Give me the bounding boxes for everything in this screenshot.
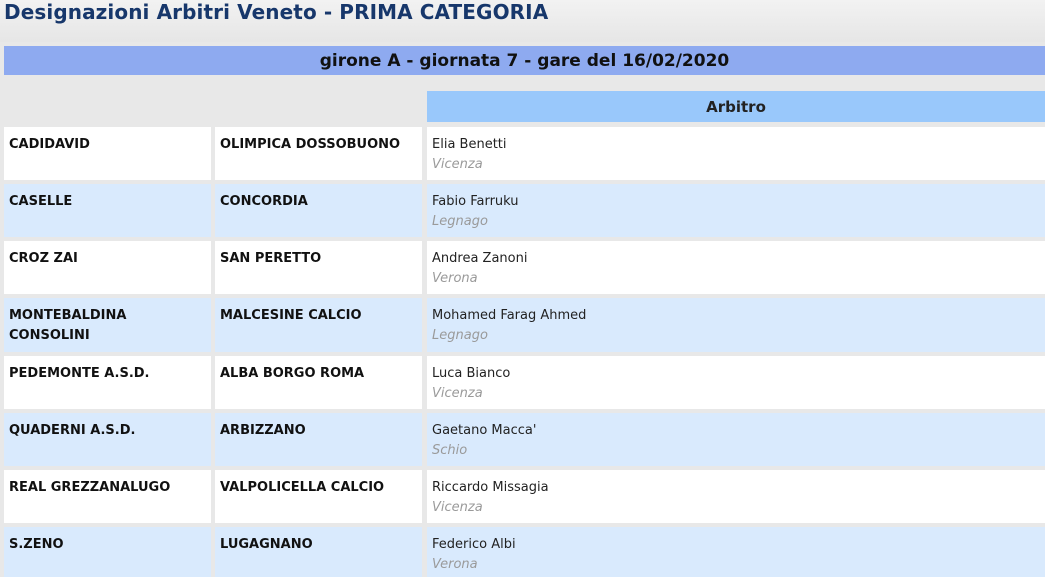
referee-section: Legnago <box>432 214 488 229</box>
away-team: SAN PERETTO <box>215 241 422 294</box>
referee-section: Legnago <box>432 328 488 343</box>
referee-name: Andrea Zanoni <box>432 251 528 266</box>
referee-name: Riccardo Missagia <box>432 480 549 495</box>
away-team: ARBIZZANO <box>215 413 422 466</box>
home-team: MONTEBALDINA CONSOLINI <box>4 298 211 352</box>
home-team: CASELLE <box>4 184 211 237</box>
referee-name: Mohamed Farag Ahmed <box>432 308 587 323</box>
table-row <box>4 470 1045 523</box>
home-team: CROZ ZAI <box>4 241 211 294</box>
away-team: CONCORDIA <box>215 184 422 237</box>
away-team: OLIMPICA DOSSOBUONO <box>215 127 422 180</box>
referee-section: Vicenza <box>432 500 483 515</box>
referee-cell <box>427 184 1045 237</box>
away-team: MALCESINE CALCIO <box>215 298 422 352</box>
home-team: S.ZENO <box>4 527 211 577</box>
referee-cell <box>427 413 1045 466</box>
referee-name: Fabio Farruku <box>432 194 519 209</box>
referee-cell <box>427 241 1045 294</box>
referee-name: Elia Benetti <box>432 137 507 152</box>
referee-name: Gaetano Macca' <box>432 423 537 438</box>
table-row <box>4 127 1045 180</box>
page-header <box>0 0 1045 42</box>
referee-name: Federico Albi <box>432 537 516 552</box>
referee-name: Luca Bianco <box>432 366 511 381</box>
away-team: VALPOLICELLA CALCIO <box>215 470 422 523</box>
referee-header-label: Arbitro <box>706 97 766 116</box>
referee-section: Schio <box>432 443 468 458</box>
referee-section: Verona <box>432 271 478 286</box>
home-team: REAL GREZZANALUGO <box>4 470 211 523</box>
referee-section: Vicenza <box>432 157 483 172</box>
away-team: LUGAGNANO <box>215 527 422 577</box>
home-team: PEDEMONTE A.S.D. <box>4 356 211 409</box>
referee-cell <box>427 356 1045 409</box>
referee-cell <box>427 527 1045 577</box>
home-team: CADIDAVID <box>4 127 211 180</box>
page-title: Designazioni Arbitri Veneto - PRIMA CATEGORIA <box>4 0 549 24</box>
home-team: QUADERNI A.S.D. <box>4 413 211 466</box>
referee-cell <box>427 298 1045 352</box>
table-row <box>4 184 1045 237</box>
table-row <box>4 298 1045 352</box>
referee-cell <box>427 127 1045 180</box>
round-info: girone A - giornata 7 - gare del 16/02/2020 <box>319 50 730 71</box>
table-row <box>4 356 1045 409</box>
table-row <box>4 527 1045 577</box>
away-team: ALBA BORGO ROMA <box>215 356 422 409</box>
table-row <box>4 413 1045 466</box>
referee-section: Vicenza <box>432 386 483 401</box>
referee-cell <box>427 470 1045 523</box>
round-banner <box>4 46 1045 75</box>
referee-section: Verona <box>432 557 478 572</box>
table-row <box>4 241 1045 294</box>
referee-column-header <box>427 91 1045 122</box>
